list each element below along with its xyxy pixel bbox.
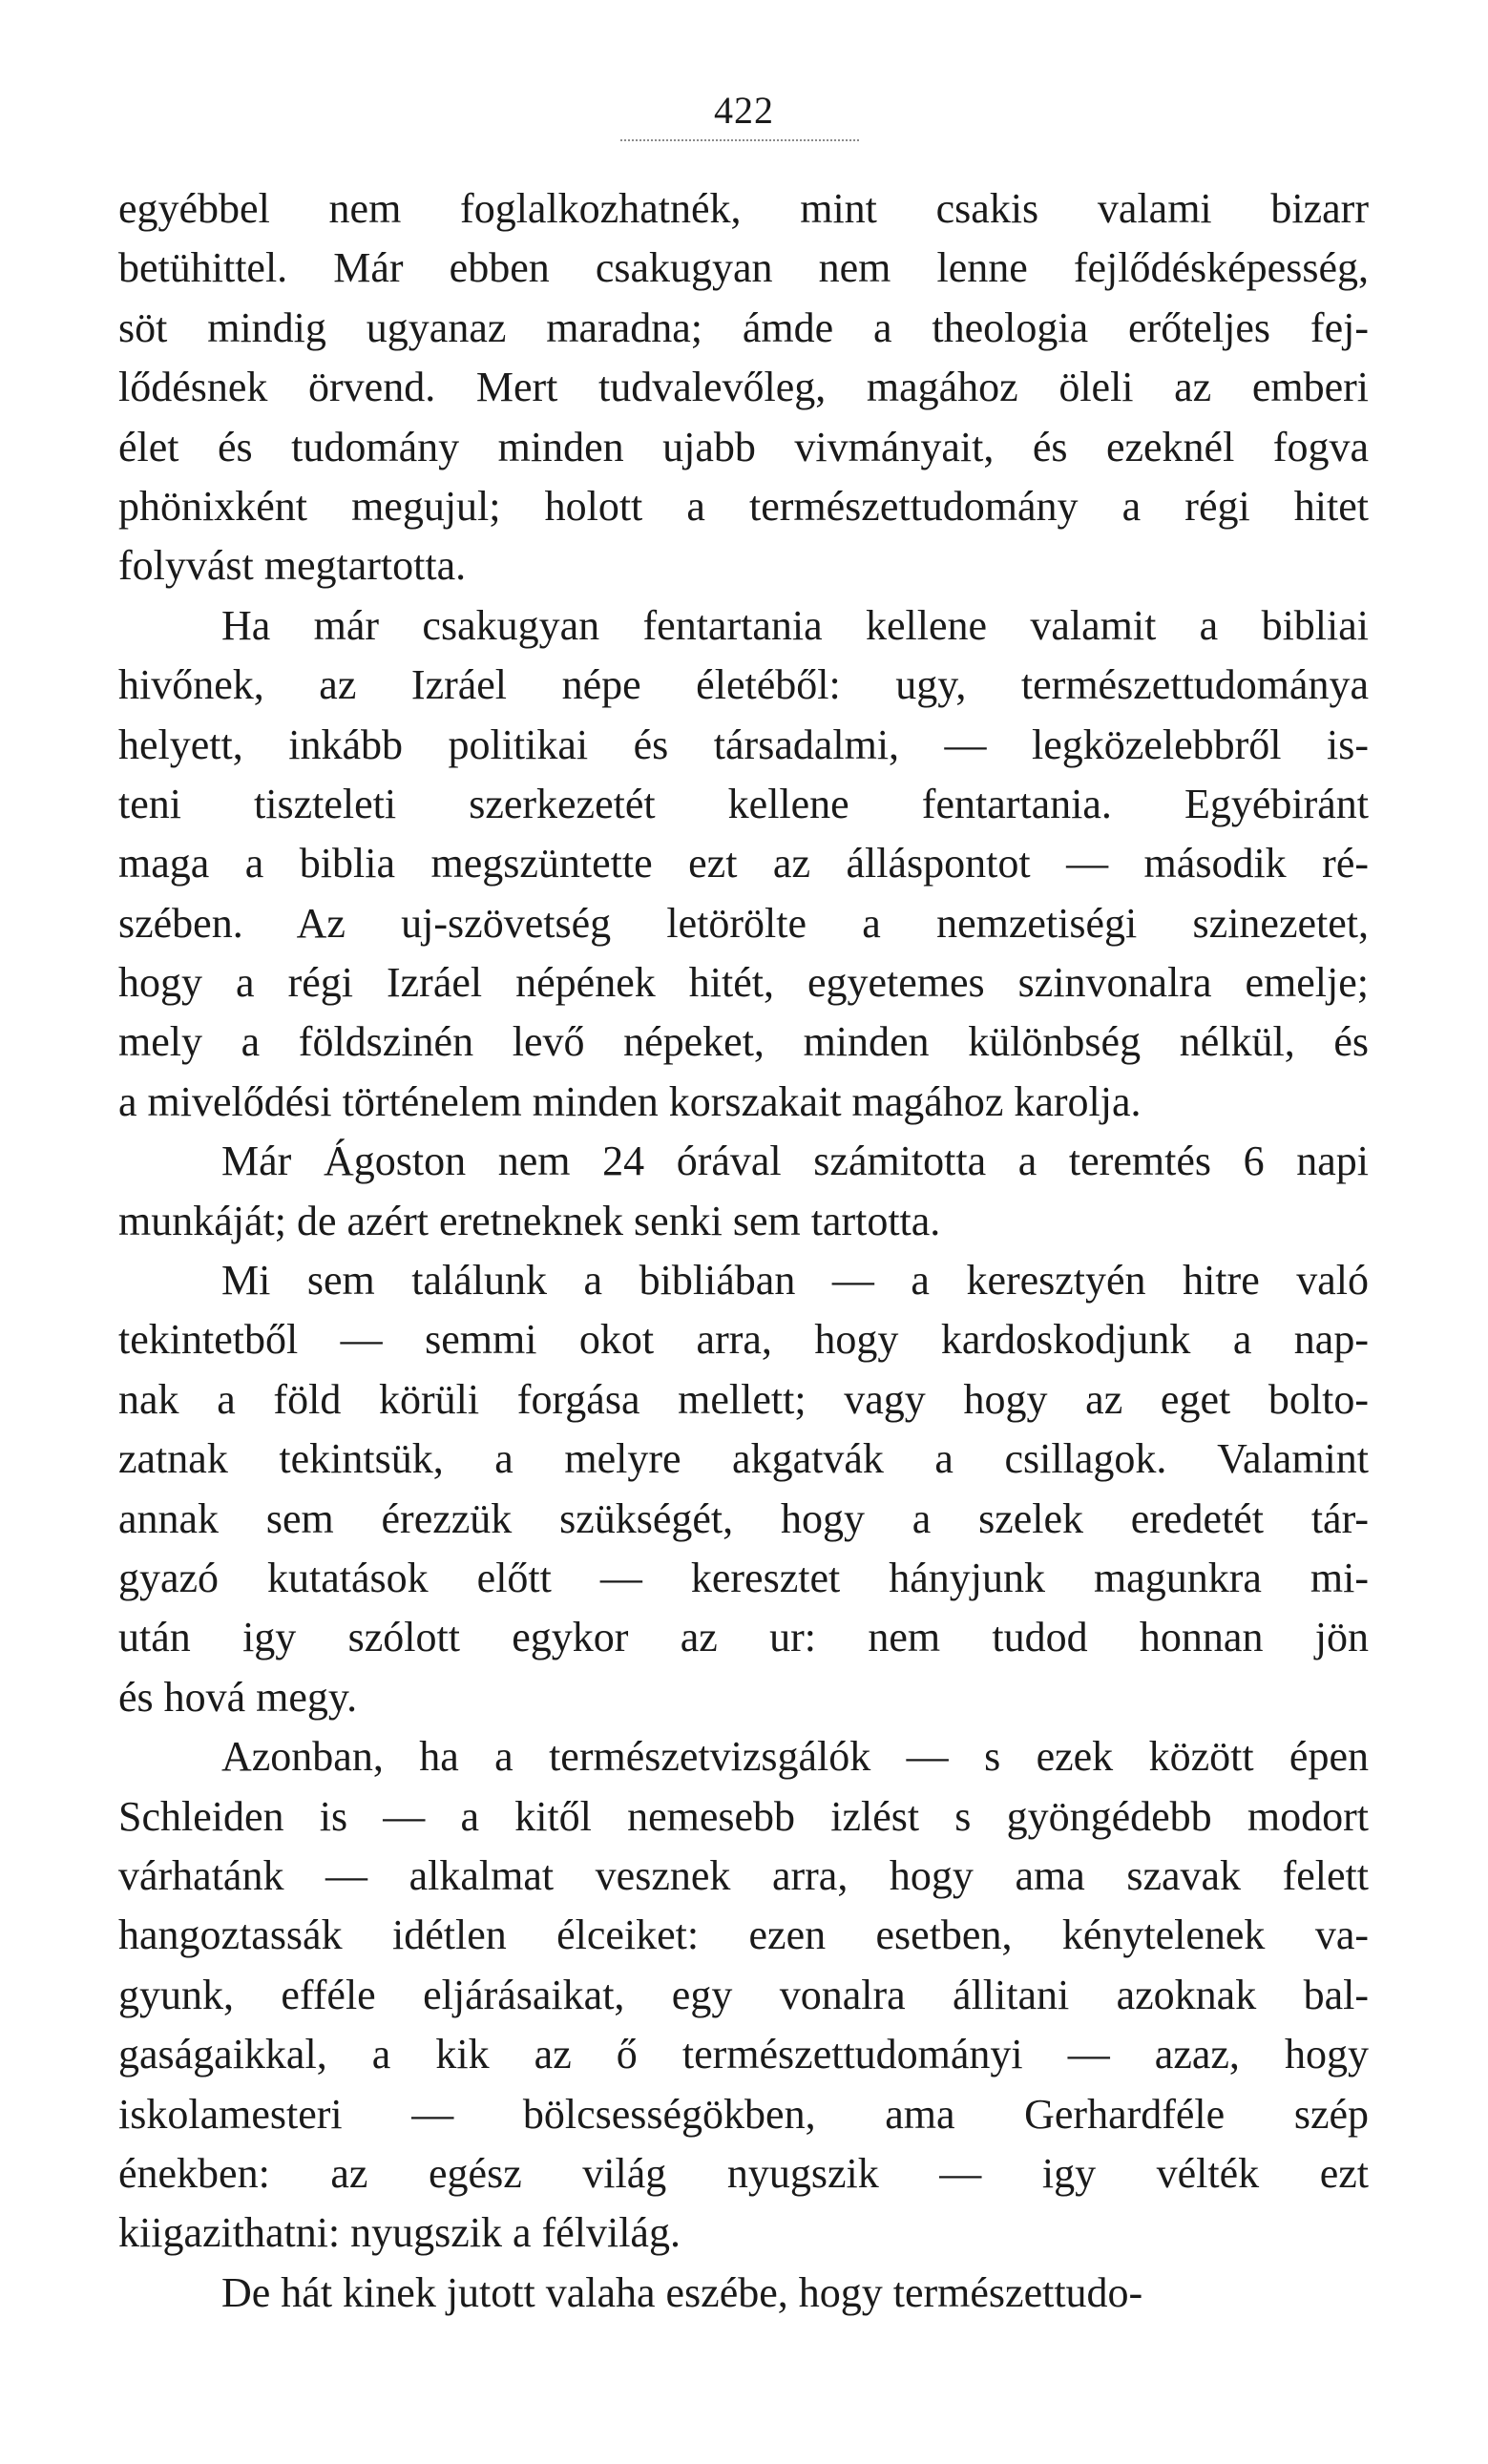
text-line: folyvást megtartotta. xyxy=(118,542,467,590)
text-line: Schleiden is — a kitől nemesebb izlést s gyöngédebb modort xyxy=(118,1792,1369,1840)
text-line: és hová megy. xyxy=(118,1673,358,1721)
body-text xyxy=(118,179,1369,2323)
text-line: iskolamesteri — bölcsességökben, ama Gerhardféle szép xyxy=(118,2090,1369,2138)
text-line: teni tiszteleti szerkezetét kellene fentartania. Egyébiránt xyxy=(118,780,1369,827)
text-line: Azonban, ha a természetvizsgálók — s ezek között épen xyxy=(221,1733,1369,1781)
text-line: után igy szólott egykor az ur: nem tudod honnan jön xyxy=(118,1614,1369,1661)
text-line: szében. Az uj-szövetség letörölte a nemzetiségi szinezetet, xyxy=(118,899,1369,947)
text-line: kiigazithatni: nyugszik a félvilág. xyxy=(118,2209,681,2257)
text-line: egyébbel nem foglalkozhatnék, mint csakis valami bizarr xyxy=(118,185,1369,232)
text-line: gaságaikkal, a kik az ő természettudományi — azaz, hogy xyxy=(118,2031,1369,2078)
text-line: hivőnek, az Izráel népe életéből: ugy, természettudománya xyxy=(118,661,1369,709)
text-line: énekben: az egész világ nyugszik — igy vélték ezt xyxy=(118,2149,1369,2197)
text-line: Már Ágoston nem 24 órával számitotta a teremtés 6 napi xyxy=(221,1138,1369,1185)
text-line: hangoztassák idétlen élceiket: ezen esetben, kénytelenek va- xyxy=(118,1911,1369,1959)
text-line: maga a biblia megszüntette ezt az álláspontot — második ré- xyxy=(118,840,1369,887)
text-line: munkáját; de azért eretneknek senki sem tartotta. xyxy=(118,1197,941,1244)
text-line: söt mindig ugyanaz maradna; ámde a theologia erőteljes fej- xyxy=(118,303,1369,351)
text-line: phönixként megujul; holott a természettudomány a régi hitet xyxy=(118,482,1369,530)
text-line: mely a földszinén levő népeket, minden különbség nélkül, és xyxy=(118,1018,1369,1066)
page-number: 422 xyxy=(714,89,774,132)
page-number-rule xyxy=(620,139,859,141)
text-line: élet és tudomány minden ujabb vivmányait, és ezeknél fogva xyxy=(118,423,1369,470)
text-line: várhatánk — alkalmat vesznek arra, hogy ama szavak felett xyxy=(118,1851,1369,1899)
text-line: nak a föld körüli forgása mellett; vagy hogy az eget bolto- xyxy=(118,1375,1369,1423)
text-line: tekintetből — semmi okot arra, hogy kardoskodjunk a nap- xyxy=(118,1316,1369,1364)
text-line: Mi sem találunk a bibliában — a keresztyén hitre való xyxy=(221,1257,1369,1305)
text-line: a mivelődési történelem minden korszakait magához karolja. xyxy=(118,1077,1142,1125)
text-line: lődésnek örvend. Mert tudvalevőleg, magához öleli az emberi xyxy=(118,364,1369,411)
text-line: zatnak tekintsük, a melyre akgatvák a csillagok. Valamint xyxy=(118,1435,1369,1483)
text-line: gyazó kutatások előtt — keresztet hányjunk magunkra mi- xyxy=(118,1554,1369,1601)
text-line: De hát kinek jutott valaha eszébe, hogy természettudo- xyxy=(221,2268,1143,2316)
text-line: gyunk, efféle eljárásaikat, egy vonalra állitani azoknak bal- xyxy=(118,1971,1369,2018)
text-line: annak sem érezzük szükségét, hogy a szelek eredetét tár- xyxy=(118,1494,1369,1542)
text-line: hogy a régi Izráel népének hitét, egyetemes szinvonalra emelje; xyxy=(118,959,1369,1007)
text-line: Ha már csakugyan fentartania kellene valamit a bibliai xyxy=(221,601,1369,649)
text-line: helyett, inkább politikai és társadalmi, — legközelebbről is- xyxy=(118,720,1369,768)
text-line: betühittel. Már ebben csakugyan nem lenne fejlődésképesség, xyxy=(118,244,1369,292)
